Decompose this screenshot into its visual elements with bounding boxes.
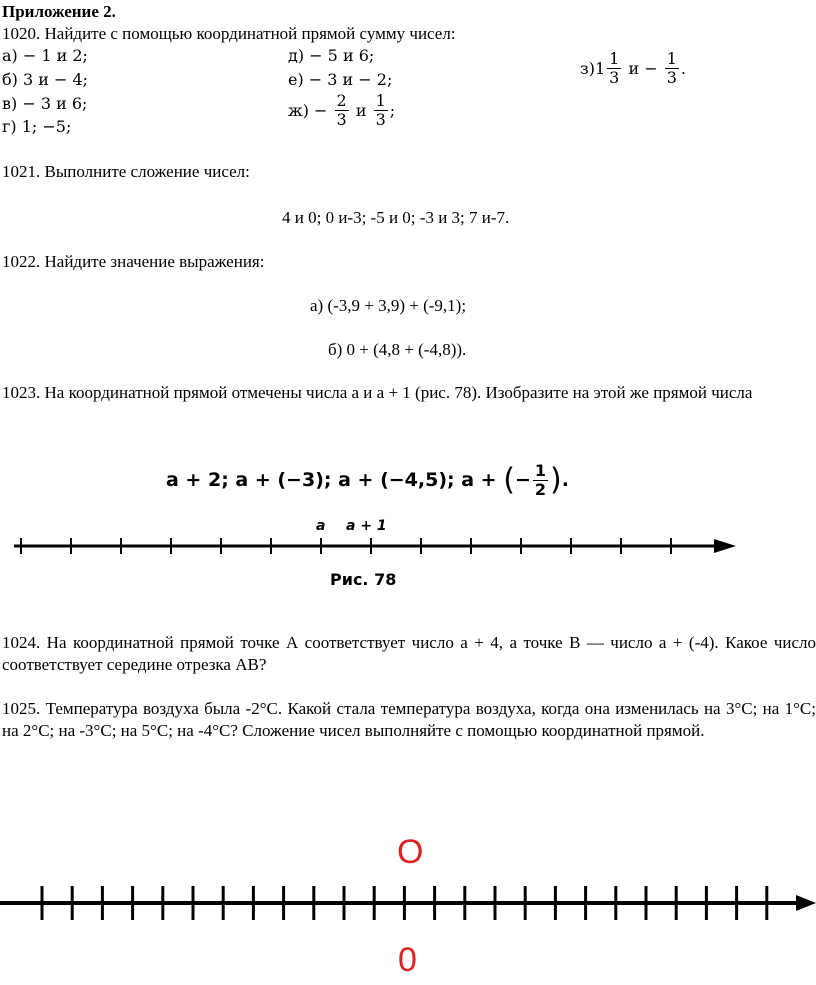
- z-end: .: [680, 58, 686, 78]
- z-fraction-2: [665, 50, 679, 87]
- figure-bracket-open: (: [503, 462, 515, 498]
- zh-num: 2: [336, 91, 347, 110]
- task-1020-g: г) 1; −5;: [2, 117, 72, 136]
- task-1021-intro: 1021. Выполните сложение чисел:: [2, 162, 250, 181]
- number-line-label-a: a: [316, 518, 326, 534]
- zh-fraction-2: [374, 92, 388, 129]
- zh-den: 3: [336, 110, 347, 129]
- figure-frac-sign: −: [514, 469, 531, 492]
- figure-frac-den: 2: [534, 480, 546, 499]
- task-1020-b: б) 3 и − 4;: [2, 70, 89, 89]
- figure-expr-text: a + 2; a + (−3); a + (−4,5); a +: [166, 469, 497, 492]
- task-1022-b: б) 0 + (4,8 + (-4,8)).: [328, 340, 467, 359]
- task-1024-text: 1024. На координатной прямой точке А соответствует число а + 4, а точке В — число а + (-4). Какое число соответствует середине отрезка АВ?: [2, 633, 816, 674]
- z-den2: 3: [666, 68, 677, 87]
- figure-frac-num: 1: [534, 461, 546, 480]
- task-1020-d: д) − 5 и 6;: [288, 46, 375, 65]
- bottom-line-label-top: О: [397, 833, 424, 871]
- zh-fraction-1: [335, 92, 349, 129]
- figure-78-caption: Рис. 78: [330, 570, 397, 589]
- task-1023-text: 1023. На координатной прямой отмечены числа a и a + 1 (рис. 78). Изобразите на этой же прямой числа: [2, 383, 753, 402]
- number-line-arrow: [714, 539, 736, 553]
- figure-end: .: [561, 469, 569, 492]
- zh-prefix: ж) −: [288, 100, 328, 120]
- bottom-number-line: [0, 878, 816, 928]
- figure-bracket-close: ): [550, 462, 562, 498]
- number-line-fig78: [0, 530, 760, 562]
- task-1020-z: [580, 50, 686, 87]
- z-mid: и −: [628, 58, 658, 78]
- bottom-number-line-arrow: [796, 895, 816, 911]
- number-line-label-a-plus-1: a + 1: [346, 518, 387, 534]
- task-1020-e: е) − 3 и − 2;: [288, 70, 393, 89]
- task-1022-intro: 1022. Найдите значение выражения:: [2, 252, 265, 271]
- task-1021-expression: 4 и 0; 0 и-3; -5 и 0; -3 и 3; 7 и-7.: [282, 208, 510, 227]
- task-1020-a: а) − 1 и 2;: [2, 46, 88, 65]
- z-prefix: з)1: [580, 58, 606, 78]
- figure-78-expression: [166, 462, 569, 499]
- task-1020-zh: [288, 92, 395, 129]
- task-1020-intro: 1020. Найдите с помощью координатной прямой сумму чисел:: [2, 24, 456, 43]
- z-num2: 1: [666, 49, 677, 68]
- figure-fraction: [533, 462, 548, 499]
- zh-end: ;: [389, 100, 396, 120]
- z-fraction-1: [607, 50, 621, 87]
- zh-mid: и: [355, 100, 367, 120]
- z-num: 1: [609, 49, 620, 68]
- task-1025-text: 1025. Температура воздуха была -2°С. Какой стала температура воздуха, когда она изменилась на 3°С; на 1°С; на 2°С; на -3°С; на 5°С; на -4°С? Сложение чисел выполняйте с помощью координатной прямой.: [2, 699, 816, 740]
- task-1020-v: в) − 3 и 6;: [2, 94, 88, 113]
- z-den: 3: [609, 68, 620, 87]
- zh-den2: 3: [375, 110, 386, 129]
- zh-num2: 1: [375, 91, 386, 110]
- bottom-line-label-bottom: 0: [398, 941, 417, 979]
- appendix-heading: Приложение 2.: [2, 2, 116, 21]
- task-1022-a: а) (-3,9 + 3,9) + (-9,1);: [310, 296, 467, 315]
